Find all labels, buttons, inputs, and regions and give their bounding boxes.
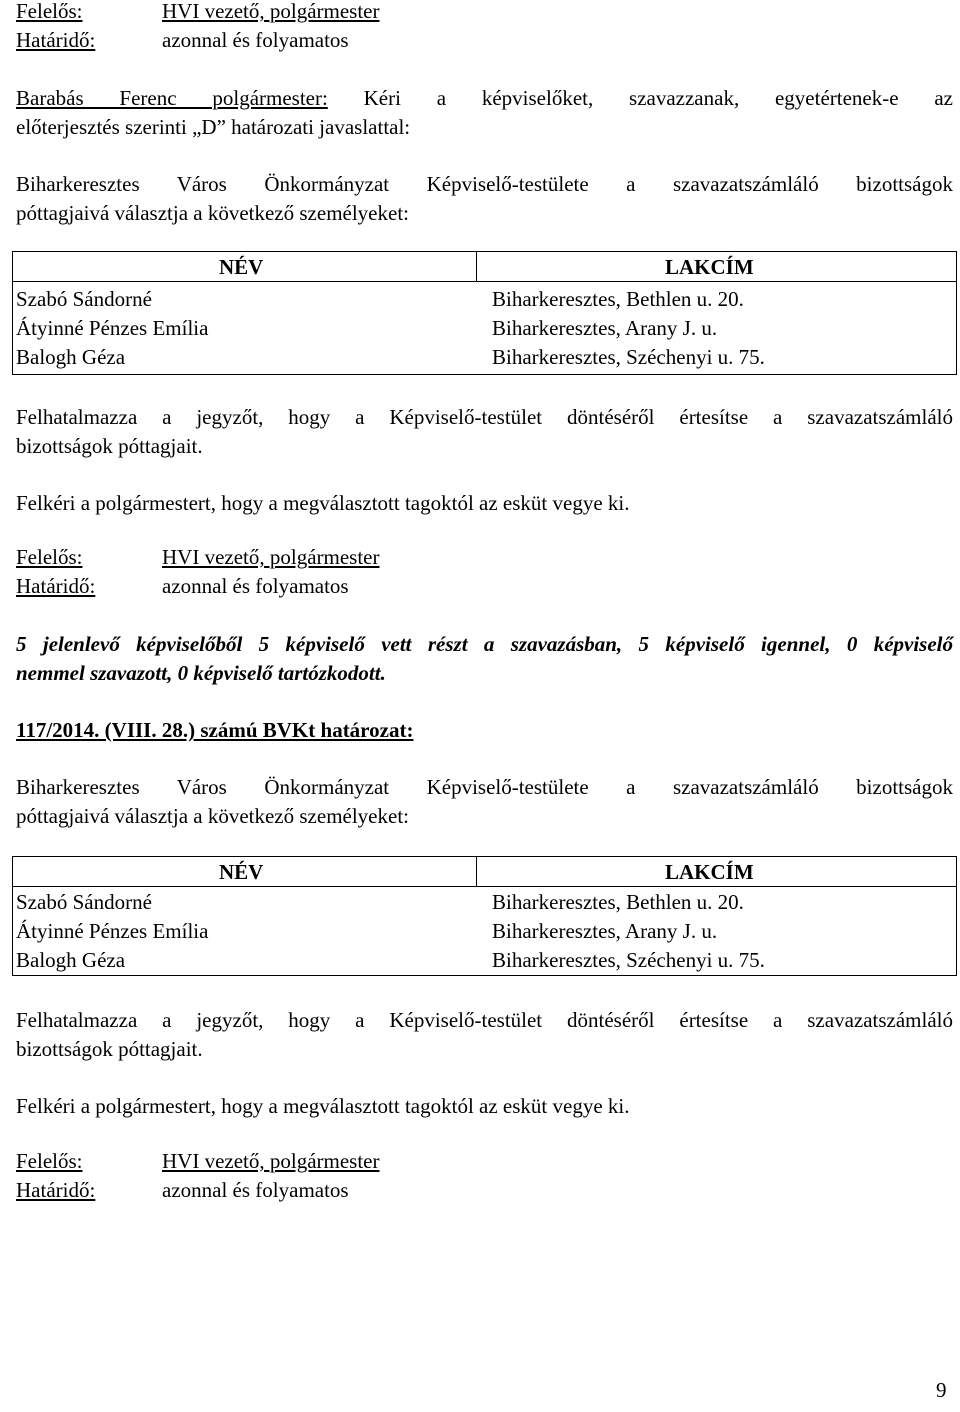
table-header-row bbox=[13, 252, 956, 282]
table-header-row bbox=[13, 857, 956, 887]
authorize-line-1: Felhatalmazza a jegyzőt, hogy a Képviselő-testület döntéséről értesítse a szavazatszámláló bbox=[16, 405, 953, 429]
authorize-line-1: Felhatalmazza a jegyzőt, hogy a Képviselő-testület döntéséről értesítse a szavazatszámláló bbox=[16, 1008, 953, 1032]
hatarido-label: Határidő: bbox=[16, 574, 96, 598]
table-cell-address: Biharkeresztes, Bethlen u. 20. bbox=[492, 287, 744, 311]
table-cell-address: Biharkeresztes, Arany J. u. bbox=[492, 919, 718, 943]
table-cell-address: Biharkeresztes, Széchenyi u. 75. bbox=[492, 345, 765, 369]
authorize-line-2: bizottságok póttagjait. bbox=[16, 1037, 203, 1061]
resolution-text-line-2: póttagjaivá választja a következő személyeket: bbox=[16, 804, 409, 828]
request-line: Felkéri a polgármestert, hogy a megválasztott tagoktól az esküt vegye ki. bbox=[16, 1094, 630, 1118]
hatarido-value: azonnal és folyamatos bbox=[162, 574, 349, 598]
intro-line-1-rest: Kéri a képviselőket, szavazzanak, egyetértenek-e az bbox=[363, 86, 954, 110]
members-table bbox=[12, 856, 957, 976]
intro-line-1 bbox=[16, 86, 953, 110]
hatarido-label: Határidő: bbox=[16, 28, 96, 52]
felelos-value: HVI vezető, polgármester bbox=[162, 545, 380, 569]
request-line: Felkéri a polgármestert, hogy a megválasztott tagoktól az esküt vegye ki. bbox=[16, 491, 630, 515]
resolution-text-line-1: Biharkeresztes Város Önkormányzat Képviselő-testülete a szavazatszámláló bizottságok bbox=[16, 172, 953, 196]
table-cell-address: Biharkeresztes, Bethlen u. 20. bbox=[492, 890, 744, 914]
felelos-value: HVI vezető, polgármester bbox=[162, 1149, 380, 1173]
decision-title: 117/2014. (VIII. 28.) számú BVKt határozat: bbox=[16, 718, 414, 742]
speaker: Barabás Ferenc polgármester: bbox=[16, 86, 328, 110]
table-cell-name: Szabó Sándorné bbox=[16, 890, 152, 914]
table-cell-name: Balogh Géza bbox=[16, 345, 126, 369]
table-cell-name: Átyinné Pénzes Emília bbox=[16, 919, 209, 943]
resolution-text-line-1: Biharkeresztes Város Önkormányzat Képviselő-testülete a szavazatszámláló bizottságok bbox=[16, 775, 953, 799]
page-number: 9 bbox=[936, 1378, 947, 1402]
table-header-name: NÉV bbox=[219, 255, 264, 279]
table-cell-name: Szabó Sándorné bbox=[16, 287, 152, 311]
table-cell-address: Biharkeresztes, Széchenyi u. 75. bbox=[492, 948, 765, 972]
vote-result-line-1: 5 jelenlevő képviselőből 5 képviselő vett részt a szavazásban, 5 képviselő igennel, 0 képviselő bbox=[16, 632, 953, 656]
resolution-text-line-2: póttagjaivá választja a következő személyeket: bbox=[16, 201, 409, 225]
hatarido-value: azonnal és folyamatos bbox=[162, 28, 349, 52]
members-table bbox=[12, 251, 957, 375]
table-header-address: LAKCÍM bbox=[665, 255, 754, 279]
hatarido-value: azonnal és folyamatos bbox=[162, 1178, 349, 1202]
intro-line-2: előterjesztés szerinti „D” határozati javaslattal: bbox=[16, 115, 411, 139]
table-header-name: NÉV bbox=[219, 860, 264, 884]
felelos-value: HVI vezető, polgármester bbox=[162, 0, 380, 23]
table-cell-address: Biharkeresztes, Arany J. u. bbox=[492, 316, 718, 340]
vote-result-line-2: nemmel szavazott, 0 képviselő tartózkodott. bbox=[16, 661, 386, 685]
table-cell-name: Átyinné Pénzes Emília bbox=[16, 316, 209, 340]
table-cell-name: Balogh Géza bbox=[16, 948, 126, 972]
felelos-label: Felelős: bbox=[16, 0, 83, 23]
authorize-line-2: bizottságok póttagjait. bbox=[16, 434, 203, 458]
table-header-address: LAKCÍM bbox=[665, 860, 754, 884]
hatarido-label: Határidő: bbox=[16, 1178, 96, 1202]
felelos-label: Felelős: bbox=[16, 545, 83, 569]
felelos-label: Felelős: bbox=[16, 1149, 83, 1173]
